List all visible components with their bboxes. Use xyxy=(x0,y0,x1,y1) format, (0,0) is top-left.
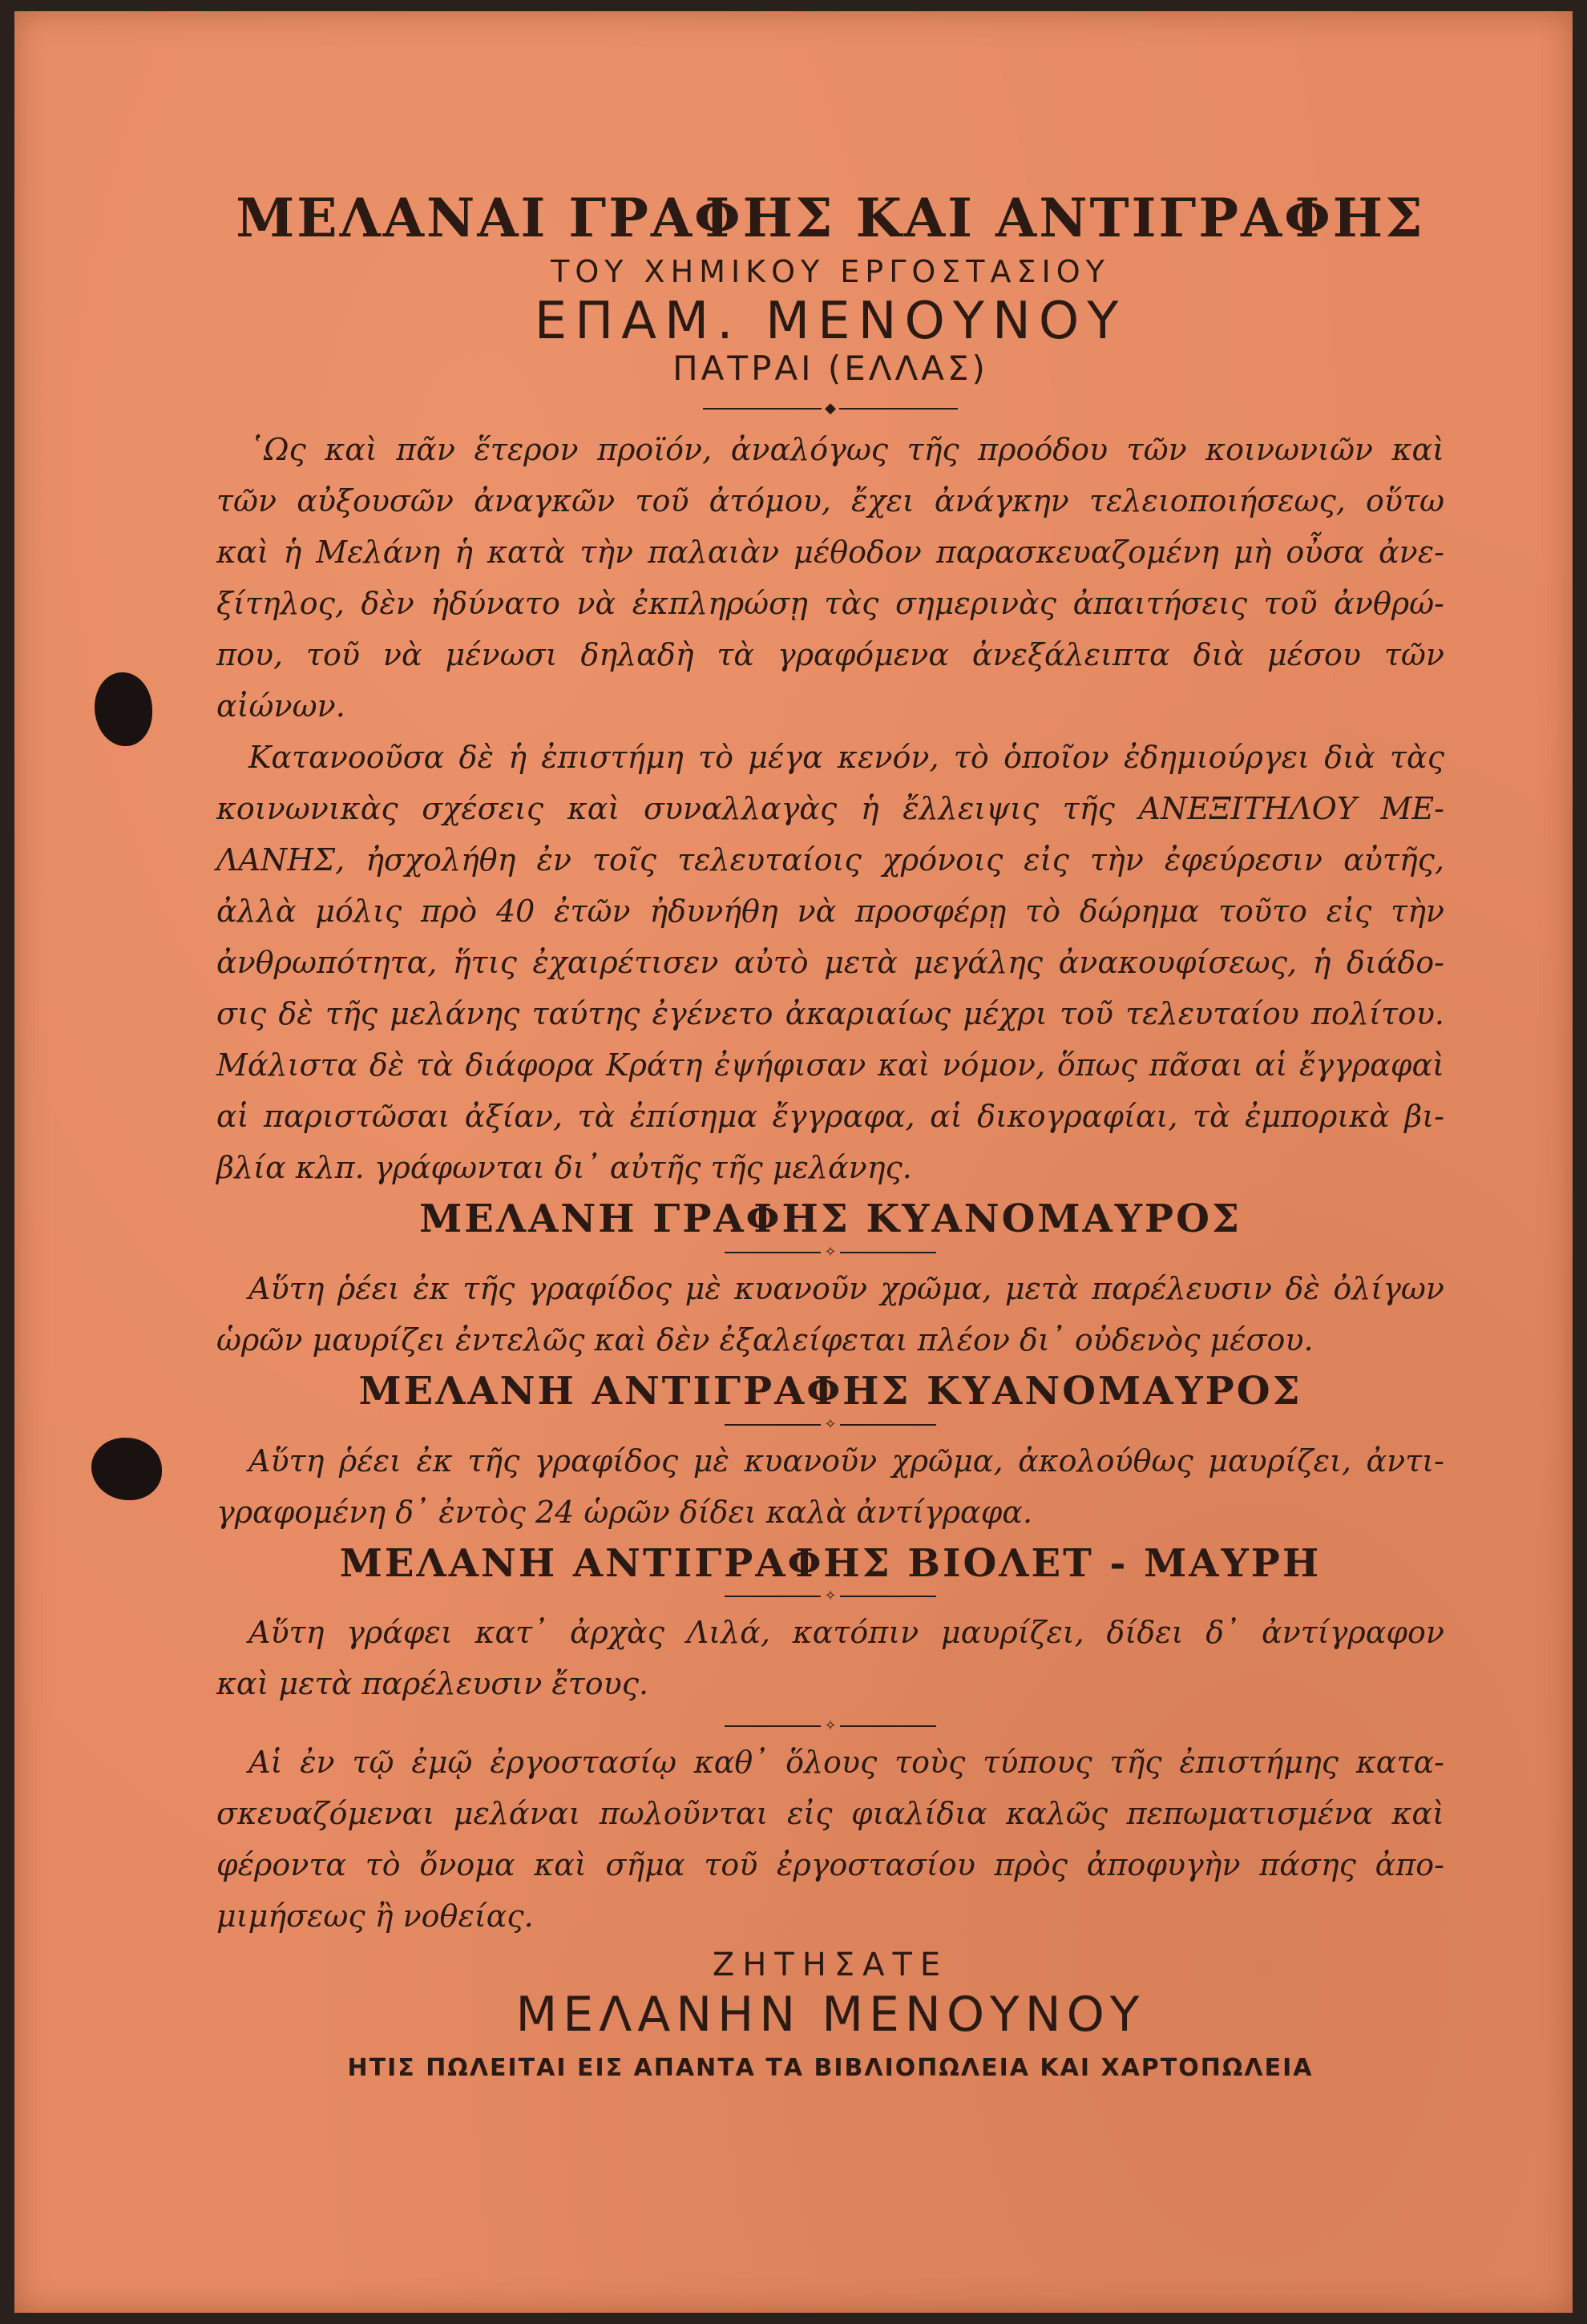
paragraph-line: Μάλιστα δὲ τὰ διάφορα Κράτη ἐψήφισαν καὶ νόμον, ὅπως πᾶσαι αἱ ἔγγραφαὶ xyxy=(216,1047,1444,1083)
paragraph-line: καὶ μετὰ παρέλευσιν ἔτους. xyxy=(216,1666,649,1702)
punch-hole-bottom xyxy=(91,1438,162,1500)
paragraph-line: Αὕτη ῥέει ἐκ τῆς γραφίδος μὲ κυανοῦν χρῶμα, μετὰ παρέλευσιν δὲ ὀλίγων xyxy=(248,1270,1444,1306)
divider xyxy=(216,1589,1444,1604)
subtitle: ΤΟΥ ΧΗΜΙΚΟΥ ΕΡΓΟΣΤΑΣΙΟΥ xyxy=(551,253,1110,289)
paragraph-line: καὶ ἡ Μελάνη ἡ κατὰ τὴν παλαιὰν μέθοδον παρασκευαζομένη μὴ οὖσα ἀνε- xyxy=(216,534,1444,570)
ornament-icon: ✧ xyxy=(824,1415,837,1433)
ornament-icon: ✧ xyxy=(824,1243,837,1261)
intro-paragraph-1 xyxy=(216,424,1444,732)
maker-name: ΕΠΑΜ. ΜΕΝΟΥΝΟΥ xyxy=(534,292,1127,352)
paragraph-line: αἱ παριστῶσαι ἀξίαν, τὰ ἐπίσημα ἔγγραφα, αἱ δικογραφίαι, τὰ ἐμπορικὰ βι- xyxy=(216,1098,1444,1134)
paragraph-line: Αὕτη ῥέει ἐκ τῆς γραφίδος μὲ κυανοῦν χρῶμα, ἀκολούθως μαυρίζει, ἀντι- xyxy=(248,1442,1444,1479)
paragraph-line: μιμήσεως ἢ νοθείας. xyxy=(216,1898,534,1935)
intro-paragraph-2 xyxy=(216,732,1444,1193)
paragraph-line: γραφομένη δ᾽ ἐντὸς 24 ὡρῶν δίδει καλὰ ἀντίγραφα. xyxy=(216,1494,1033,1530)
paragraph-line: ὡρῶν μαυρίζει ἐντελῶς καὶ δὲν ἐξαλείφεται πλέον δι᾽ οὐδενὸς μέσου. xyxy=(216,1321,1314,1358)
paragraph-line: ἀλλὰ μόλις πρὸ 40 ἐτῶν ἠδυνήθη νὰ προσφέρῃ τὸ δώρημα τοῦτο εἰς τὴν xyxy=(216,893,1444,929)
ornament-icon: ✧ xyxy=(824,1717,837,1735)
paragraph-line: ῾Ως καὶ πᾶν ἕτερον προϊόν, ἀναλόγως τῆς προόδου τῶν κοινωνιῶν καὶ xyxy=(248,431,1444,467)
divider xyxy=(216,1415,1444,1433)
brand-name: ΜΕΛΑΝΗΝ ΜΕΝΟΥΝΟΥ xyxy=(515,1987,1145,2044)
diamond-ornament-icon: ◆ xyxy=(825,399,836,417)
paragraph-line: σις δὲ τῆς μελάνης ταύτης ἐγένετο ἀκαριαίως μέχρι τοῦ τελευταίου πολίτου. xyxy=(216,995,1444,1031)
header xyxy=(216,189,1444,387)
paragraph-line: Κατανοοῦσα δὲ ἡ ἐπιστήμη τὸ μέγα κενόν, τὸ ὁποῖον ἐδημιούργει διὰ τὰς xyxy=(248,739,1444,775)
divider xyxy=(216,1245,1444,1260)
paragraph-line: αἰώνων. xyxy=(216,688,345,724)
product-1-heading: ΜΕΛΑΝΗ ΓΡΑΦΗΣ ΚΥΑΝΟΜΑΥΡΟΣ xyxy=(419,1196,1242,1241)
product-3-description xyxy=(216,1607,1444,1709)
paragraph-line: ἀνθρωπότητα, ἥτις ἐχαιρέτισεν αὐτὸ μετὰ μεγάλης ἀνακουφίσεως, ἡ διάδο- xyxy=(216,944,1444,980)
closing-paragraph xyxy=(216,1737,1444,1942)
paragraph-line: φέροντα τὸ ὄνομα καὶ σῆμα τοῦ ἐργοστασίου πρὸς ἀποφυγὴν πάσης ἀπο- xyxy=(216,1847,1444,1883)
paragraph-line: ΛΑΝΗΣ, ἠσχολήθη ἐν τοῖς τελευταίοις χρόνοις εἰς τὴν ἐφεύρεσιν αὐτῆς, xyxy=(216,841,1444,878)
product-1-description xyxy=(216,1263,1444,1366)
paragraph-line: τῶν αὐξουσῶν ἀναγκῶν τοῦ ἀτόμου, ἔχει ἀνάγκην τελειοποιήσεως, οὕτω xyxy=(216,482,1444,518)
product-3-heading: ΜΕΛΑΝΗ ΑΝΤΙΓΡΑΦΗΣ ΒΙΟΛΕΤ - ΜΑΥΡΗ xyxy=(339,1540,1322,1586)
divider xyxy=(216,401,1444,416)
paragraph-line: βλία κλπ. γράφωνται δι᾽ αὐτῆς τῆς μελάνης. xyxy=(216,1149,912,1185)
document-body xyxy=(216,189,1444,2082)
availability-note: ΗΤΙΣ ΠΩΛΕΙΤΑΙ ΕΙΣ ΑΠΑΝΤΑ ΤΑ ΒΙΒΛΙΟΠΩΛΕΙΑ ΚΑΙ ΧΑΡΤΟΠΩΛΕΙΑ xyxy=(347,2054,1314,2083)
paragraph-line: Αἱ ἐν τῷ ἐμῷ ἐργοστασίῳ καθ᾽ ὅλους τοὺς τύπους τῆς ἐπιστήμης κατα- xyxy=(248,1745,1444,1781)
main-title: ΜΕΛΑΝΑΙ ΓΡΑΦΗΣ ΚΑΙ ΑΝΤΙΓΡΑΦΗΣ xyxy=(236,187,1425,249)
paragraph-line: κοινωνικὰς σχέσεις καὶ συναλλαγὰς ἡ ἔλλειψις τῆς ΑΝΕΞΙΤΗΛΟΥ ΜΕ- xyxy=(216,790,1444,826)
ornament-icon: ✧ xyxy=(824,1588,837,1605)
product-2-description xyxy=(216,1435,1444,1538)
paragraph-line: που, τοῦ νὰ μένωσι δηλαδὴ τὰ γραφόμενα ἀνεξάλειπτα διὰ μέσου τῶν xyxy=(216,636,1444,672)
paragraph-line: σκευαζόμεναι μελάναι πωλοῦνται εἰς φιαλίδια καλῶς πεπωματισμένα καὶ xyxy=(216,1796,1444,1832)
call-to-action: ΖΗΤΗΣΑΤΕ xyxy=(712,1947,949,1984)
product-2-heading: ΜΕΛΑΝΗ ΑΝΤΙΓΡΑΦΗΣ ΚΥΑΝΟΜΑΥΡΟΣ xyxy=(358,1368,1302,1414)
city: ΠΑΤΡΑΙ (ΕΛΛΑΣ) xyxy=(672,348,988,388)
paragraph-line: ξίτηλος, δὲν ἠδύνατο νὰ ἐκπληρώσῃ τὰς σημερινὰς ἀπαιτήσεις τοῦ ἀνθρώ- xyxy=(216,585,1444,621)
punch-hole-top xyxy=(95,672,152,746)
advertisement-sheet xyxy=(14,11,1573,2313)
divider xyxy=(216,1719,1444,1733)
paragraph-line: Αὕτη γράφει κατ᾽ ἀρχὰς Λιλά, κατόπιν μαυρίζει, δίδει δ᾽ ἀντίγραφον xyxy=(248,1615,1444,1651)
